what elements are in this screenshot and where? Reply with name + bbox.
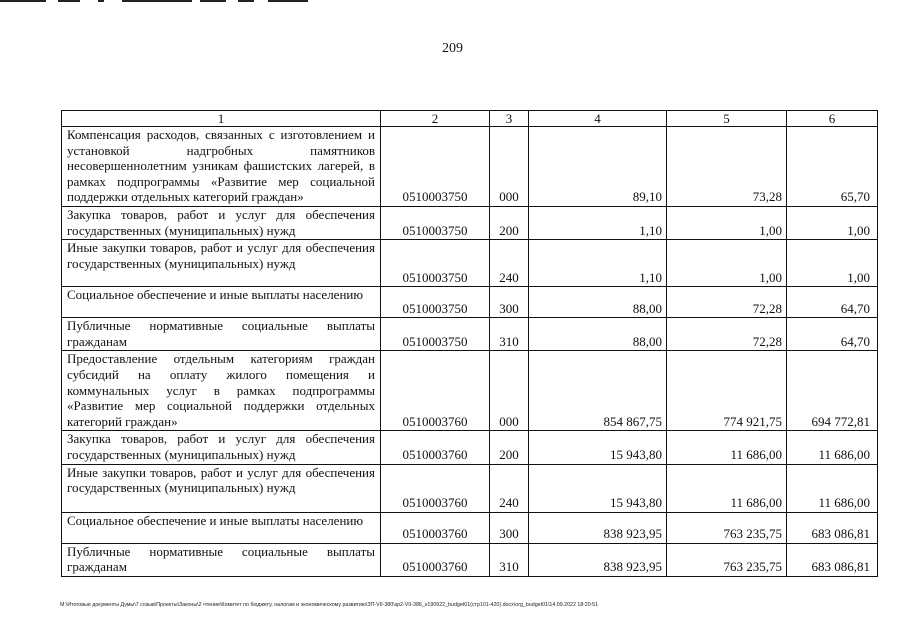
header-col-4: 4: [529, 111, 667, 127]
table-row: [62, 318, 878, 351]
row-value-col6: 1,00: [787, 240, 878, 287]
row-code-cell: 0510003750: [381, 318, 490, 351]
row-name-cell: Закупка товаров, работ и услуг для обеспечения государственных (муниципальных) нужд: [62, 207, 381, 240]
header-col-5: 5: [667, 111, 787, 127]
row-name-cell: Публичные нормативные социальные выплаты гражданам: [62, 318, 381, 351]
header-col-2: 2: [381, 111, 490, 127]
row-code-cell: 0510003760: [381, 351, 490, 431]
row-name-cell: Предоставление отдельным категориям граждан субсидий на оплату жилого помещения и коммунальных услуг в рамках подпрограммы «Развитие мер социальной поддержки отдельных категорий граждан»: [62, 351, 381, 431]
row-value-col6: 694 772,81: [787, 351, 878, 431]
row-value-col6: 64,70: [787, 318, 878, 351]
row-name-cell: Иные закупки товаров, работ и услуг для обеспечения государственных (муниципальных) нужд: [62, 240, 381, 287]
row-value-col4: 854 867,75: [529, 351, 667, 431]
top-scan-marks: [0, 0, 340, 4]
footer-file-path: M:\Итоговые документы Думы\7 созыв\Проекты\Законы\2 чтение\Комитет по бюджету, налогам и экономическому развитию\ЗП-VII-380\зр2-VII-386_v190922_budget01(стр101-420).docx\org_budget01\14.09.2022 18:20:51: [60, 602, 599, 608]
table-row: [62, 464, 878, 512]
row-value-col6: 11 686,00: [787, 431, 878, 464]
row-value-col5: 1,00: [667, 207, 787, 240]
row-value-col5: 72,28: [667, 287, 787, 318]
row-code-cell: 0510003750: [381, 127, 490, 207]
row-name-cell: Социальное обеспечение и иные выплаты населению: [62, 512, 381, 543]
row-value-col5: 763 235,75: [667, 512, 787, 543]
row-value-col4: 89,10: [529, 127, 667, 207]
row-vr-cell: 200: [490, 431, 529, 464]
row-vr-cell: 000: [490, 127, 529, 207]
row-name-cell: Социальное обеспечение и иные выплаты населению: [62, 287, 381, 318]
row-value-col6: 64,70: [787, 287, 878, 318]
row-value-col6: 65,70: [787, 127, 878, 207]
budget-table: [61, 110, 878, 577]
row-value-col5: 11 686,00: [667, 464, 787, 512]
row-name-cell: Иные закупки товаров, работ и услуг для обеспечения государственных (муниципальных) нужд: [62, 464, 381, 512]
page-number: 209: [442, 41, 463, 56]
table-row: [62, 127, 878, 207]
row-name-cell: Закупка товаров, работ и услуг для обеспечения государственных (муниципальных) нужд: [62, 431, 381, 464]
row-code-cell: 0510003760: [381, 512, 490, 543]
row-vr-cell: 200: [490, 207, 529, 240]
header-col-1: 1: [62, 111, 381, 127]
table-row: [62, 543, 878, 576]
row-name-cell: Компенсация расходов, связанных с изготовлением и установкой надгробных памятников несовершеннолетним узникам фашистских лагерей, в рамках подпрограммы «Развитие мер социальной поддержки отдельных категорий граждан»: [62, 127, 381, 207]
row-value-col4: 838 923,95: [529, 543, 667, 576]
row-value-col4: 1,10: [529, 240, 667, 287]
row-vr-cell: 310: [490, 543, 529, 576]
row-code-cell: 0510003760: [381, 543, 490, 576]
row-value-col6: 683 086,81: [787, 543, 878, 576]
row-value-col6: 11 686,00: [787, 464, 878, 512]
row-code-cell: 0510003760: [381, 431, 490, 464]
table-row: [62, 287, 878, 318]
header-col-3: 3: [490, 111, 529, 127]
row-value-col4: 1,10: [529, 207, 667, 240]
row-code-cell: 0510003760: [381, 464, 490, 512]
row-value-col5: 774 921,75: [667, 351, 787, 431]
header-row: [62, 111, 878, 127]
row-vr-cell: 300: [490, 287, 529, 318]
row-value-col4: 15 943,80: [529, 431, 667, 464]
row-code-cell: 0510003750: [381, 287, 490, 318]
row-value-col6: 683 086,81: [787, 512, 878, 543]
table-row: [62, 512, 878, 543]
row-vr-cell: 310: [490, 318, 529, 351]
row-vr-cell: 000: [490, 351, 529, 431]
row-value-col5: 11 686,00: [667, 431, 787, 464]
row-vr-cell: 240: [490, 464, 529, 512]
row-value-col4: 15 943,80: [529, 464, 667, 512]
row-vr-cell: 300: [490, 512, 529, 543]
row-code-cell: 0510003750: [381, 207, 490, 240]
header-col-6: 6: [787, 111, 878, 127]
row-value-col5: 72,28: [667, 318, 787, 351]
budget-table-body: [62, 111, 878, 577]
row-value-col5: 763 235,75: [667, 543, 787, 576]
table-row: [62, 207, 878, 240]
row-value-col5: 1,00: [667, 240, 787, 287]
row-value-col4: 88,00: [529, 287, 667, 318]
row-vr-cell: 240: [490, 240, 529, 287]
row-code-cell: 0510003750: [381, 240, 490, 287]
table-row: [62, 431, 878, 464]
row-value-col4: 88,00: [529, 318, 667, 351]
row-value-col5: 73,28: [667, 127, 787, 207]
row-value-col4: 838 923,95: [529, 512, 667, 543]
table-row: [62, 240, 878, 287]
row-name-cell: Публичные нормативные социальные выплаты гражданам: [62, 543, 381, 576]
row-value-col6: 1,00: [787, 207, 878, 240]
table-row: [62, 351, 878, 431]
